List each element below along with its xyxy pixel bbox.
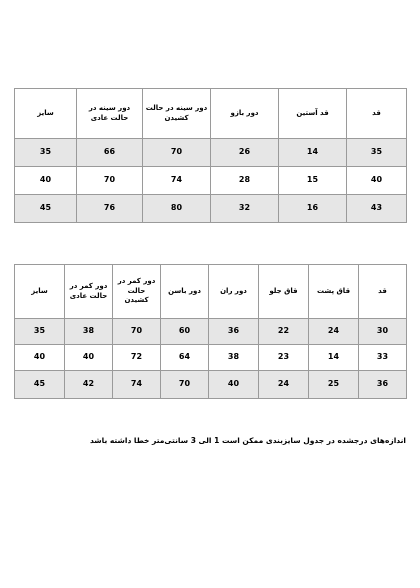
table-cell: 43 [347, 195, 407, 223]
header-cell: قاق جلو [259, 265, 309, 319]
header-cell: دور سینه در حالت عادی [77, 89, 143, 139]
table-cell: 14 [279, 139, 347, 167]
size-table-top [14, 88, 407, 223]
header-cell: سایز [15, 89, 77, 139]
table-cell: 40 [65, 345, 113, 371]
table-cell: 35 [347, 139, 407, 167]
table-cell: 30 [359, 319, 407, 345]
table-cell: 80 [143, 195, 211, 223]
table-cell: 45 [15, 371, 65, 399]
table-cell: 66 [77, 139, 143, 167]
table-cell: 70 [113, 319, 161, 345]
size-table-bottom [14, 264, 407, 399]
header-cell: دور کمر در حالت کشیدن [113, 265, 161, 319]
table-cell: 35 [15, 139, 77, 167]
table-cell: 36 [359, 371, 407, 399]
table-cell: 40 [209, 371, 259, 399]
table-cell: 16 [279, 195, 347, 223]
size-tolerance-note: اندازه‌های درجشده در جدول سایزبندی ممکن است 1 الی 3 سانتی‌متر خطا داشته باشد [89, 436, 406, 445]
table-cell: 25 [309, 371, 359, 399]
table-cell: 74 [143, 167, 211, 195]
table-cell: 72 [113, 345, 161, 371]
table-cell: 24 [309, 319, 359, 345]
table-header-row [15, 89, 407, 139]
table-cell: 36 [209, 319, 259, 345]
table-cell: 40 [15, 345, 65, 371]
header-cell: سایز [15, 265, 65, 319]
table-row [15, 371, 407, 399]
table-cell: 64 [161, 345, 209, 371]
header-cell: قد [359, 265, 407, 319]
table-cell: 42 [65, 371, 113, 399]
table-cell: 40 [15, 167, 77, 195]
table-cell: 26 [211, 139, 279, 167]
header-cell: دور سینه در حالت کشیدن [143, 89, 211, 139]
header-cell: دور ران [209, 265, 259, 319]
table-cell: 70 [77, 167, 143, 195]
header-cell: دور بازو [211, 89, 279, 139]
table-row [15, 167, 407, 195]
header-cell: دور کمر در حالت عادی [65, 265, 113, 319]
table-cell: 70 [143, 139, 211, 167]
header-cell: قد آستین [279, 89, 347, 139]
table-row [15, 139, 407, 167]
table-cell: 14 [309, 345, 359, 371]
table-cell: 35 [15, 319, 65, 345]
table-cell: 15 [279, 167, 347, 195]
table-cell: 32 [211, 195, 279, 223]
table-cell: 40 [347, 167, 407, 195]
table-cell: 74 [113, 371, 161, 399]
table-cell: 38 [209, 345, 259, 371]
table-header-row [15, 265, 407, 319]
table-cell: 24 [259, 371, 309, 399]
table-cell: 76 [77, 195, 143, 223]
header-cell: قاق پشت [309, 265, 359, 319]
header-cell: قد [347, 89, 407, 139]
table-cell: 22 [259, 319, 309, 345]
table-cell: 33 [359, 345, 407, 371]
table-row [15, 345, 407, 371]
table-cell: 38 [65, 319, 113, 345]
table-cell: 28 [211, 167, 279, 195]
table-cell: 23 [259, 345, 309, 371]
table-cell: 70 [161, 371, 209, 399]
table-row [15, 319, 407, 345]
table-cell: 45 [15, 195, 77, 223]
table-cell: 60 [161, 319, 209, 345]
table-row [15, 195, 407, 223]
header-cell: دور باسن [161, 265, 209, 319]
